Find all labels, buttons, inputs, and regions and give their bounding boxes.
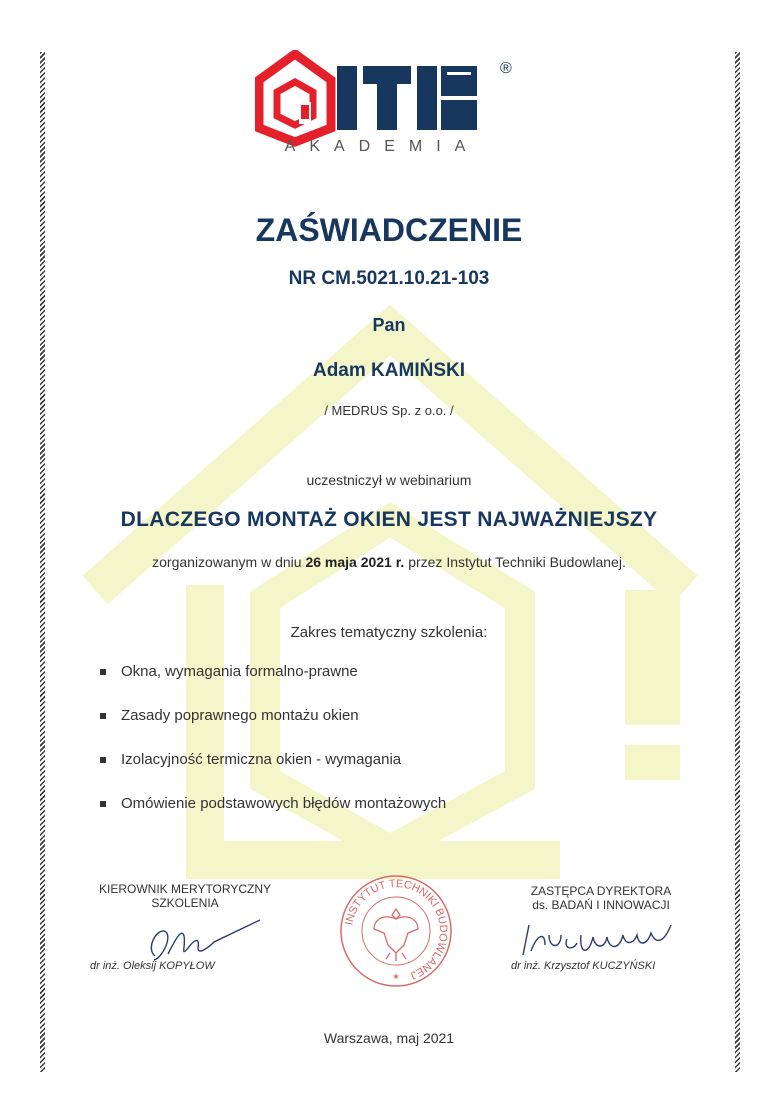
right-handwritten-signature (515, 915, 685, 963)
recipient-company: / MEDRUS Sp. z o.o. / (324, 403, 454, 418)
right-name-prefix: dr inż. Krzysztof (511, 960, 593, 972)
topic-label: Izolacyjność termiczna okien - wymagania (121, 751, 402, 768)
document-title: ZAŚWIADCZENIE (255, 212, 523, 248)
salutation: Pan (372, 315, 406, 335)
topic-label: Omówienie podstawowych błędów montażowych (121, 795, 447, 812)
red-house-icon (259, 50, 331, 142)
right-signatory-title (496, 884, 706, 912)
scope-title: Zakres tematyczny szkolenia: (290, 624, 488, 641)
square-bullet-icon (100, 757, 106, 763)
list-item (100, 751, 446, 795)
right-title-line1: ZASTĘPCA DYREKTORA (530, 884, 672, 898)
topic-label: Zasady poprawnego montażu okien (121, 707, 359, 724)
organized-prefix: zorganizowanym w dniu (152, 554, 306, 570)
left-title-line1: KIEROWNIK MERYTORYCZNY (98, 882, 272, 896)
left-name-surname: KOPYŁOW (159, 960, 215, 972)
left-name-prefix: dr inż. Oleksij (90, 960, 160, 972)
topic-label: Okna, wymagania formalno-prawne (121, 663, 358, 680)
right-name-surname: KUCZYŃSKI (592, 960, 656, 972)
list-item (100, 663, 446, 707)
square-bullet-icon (100, 669, 106, 675)
recipient-name: Adam KAMIŃSKI (312, 360, 465, 381)
organized-date: 26 maja 2021 r. (305, 554, 405, 570)
institute-seal (338, 873, 454, 989)
left-signatory-title (80, 882, 290, 910)
itb-letter-blocks (337, 66, 477, 130)
eagle-emblem-icon (374, 909, 418, 961)
svg-text:★: ★ (392, 972, 400, 981)
left-title-line2: SZKOLENIA (151, 896, 219, 910)
square-bullet-icon (100, 713, 106, 719)
right-signatory-name (511, 960, 655, 972)
right-title-line2: ds. BADAŃ I INNOWACJI (532, 898, 670, 912)
certificate-number: NR CM.5021.10.21-103 (288, 268, 490, 289)
webinar-title: DLACZEGO MONTAŻ OKIEN JEST NAJWAŻNIEJSZY (120, 508, 658, 531)
list-item (100, 707, 446, 751)
seal-text: INSTYTUT TECHNIKI BUDOWLANEJ (343, 877, 450, 982)
list-item (100, 795, 446, 839)
left-signatory-name (90, 960, 215, 972)
logo-subtitle: AKADEMIA (284, 138, 480, 155)
organized-suffix: przez Instytut Techniki Budowlanej. (404, 554, 626, 570)
registered-mark: ® (500, 60, 512, 77)
participation-text: uczestniczył w webinarium (306, 472, 472, 488)
square-bullet-icon (100, 801, 106, 807)
topics-list (100, 663, 446, 839)
organized-text (0, 554, 778, 570)
place-and-date: Warszawa, maj 2021 (323, 1030, 455, 1046)
